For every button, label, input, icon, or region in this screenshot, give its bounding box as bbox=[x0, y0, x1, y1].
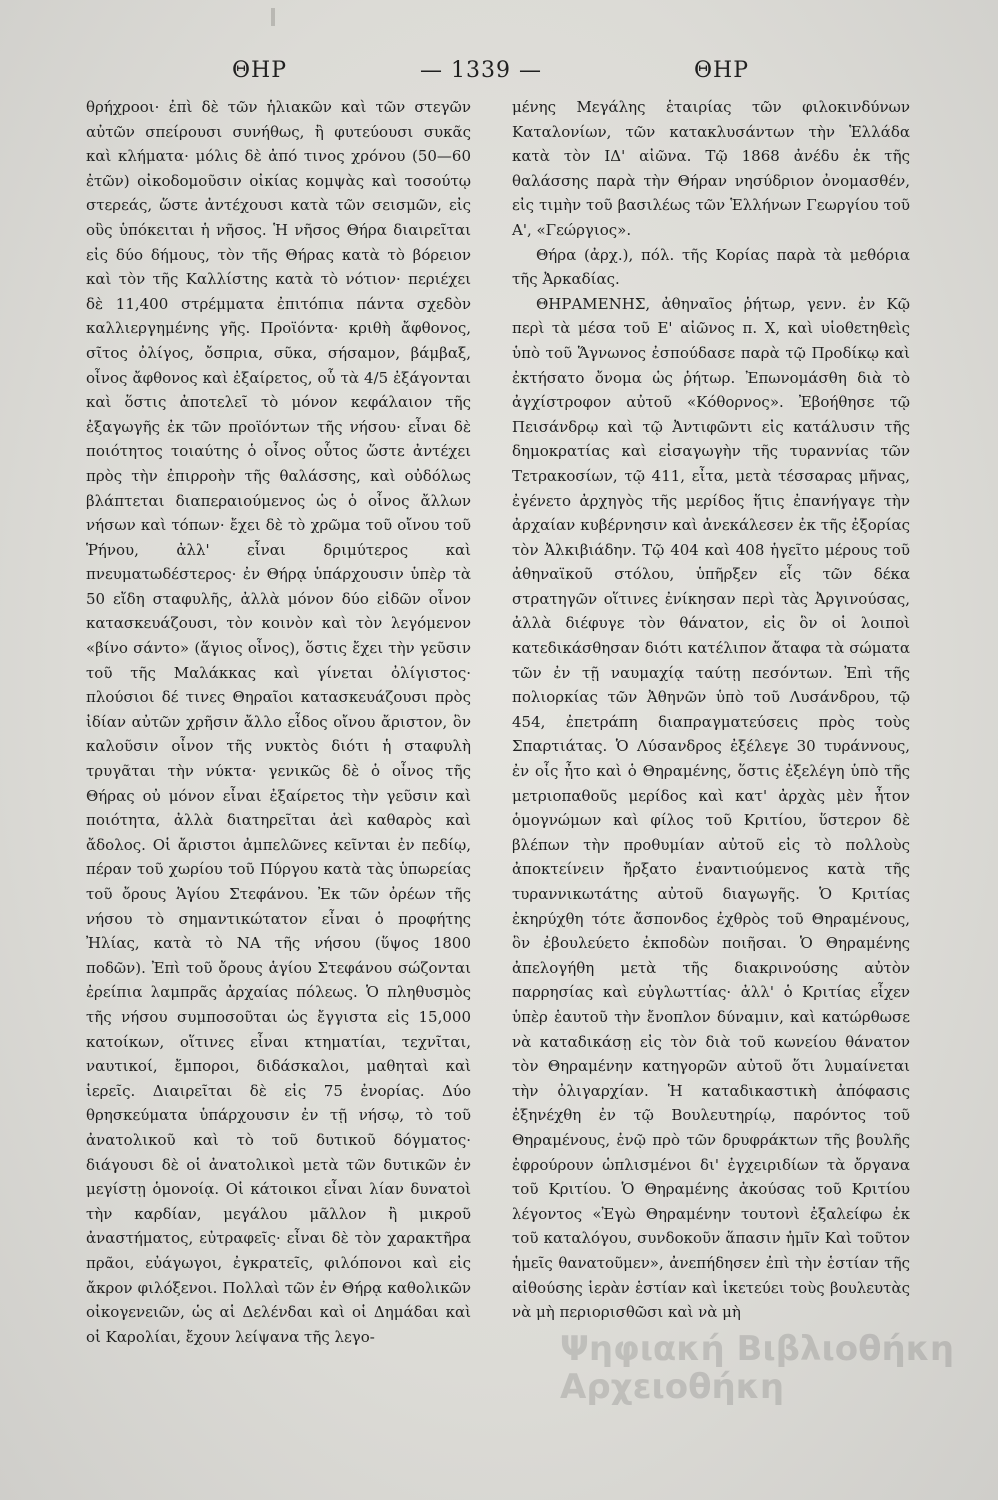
paragraph: Θήρα (ἀρχ.), πόλ. τῆς Κορίας παρὰ τὰ μεθόρια τῆς Ἀρκαδίας. bbox=[512, 245, 910, 289]
header-left: ΘΗΡ bbox=[232, 58, 288, 83]
right-column bbox=[512, 95, 910, 1325]
scan-mark bbox=[271, 8, 275, 26]
header-right: ΘΗΡ bbox=[694, 58, 750, 83]
paragraph: ΘΗΡΑΜΕΝΗΣ, ἀθηναῖος ῥήτωρ, γενν. ἐν Κῷ περὶ τὰ μέσα τοῦ Ε' αἰῶνος π. Χ, καὶ υἱοθετηθεὶς ὑπὸ τοῦ Ἅγνωνος ἐσπούδασε παρὰ τῷ Προδίκῳ καὶ ἐκτήσατο ὄνομα ὡς ῥήτωρ. Ἐπωνομάσθη διὰ τὸ ἀγχίστροφον αὐτοῦ «Κόθορνος». Ἐβοήθησε τῷ Πεισάνδρῳ καὶ τῷ Ἀντιφῶντι εἰς κατάλυσιν τῆς δημοκρατίας καὶ εἰσαγωγὴν τῆς τυραννίας τῶν Τετρακοσίων, τῷ 411, εἶτα, μετὰ τέσσαρας μῆνας, ἐγένετο ἀρχηγὸς τῆς μερίδος ἥτις ἐπανήγαγε τὴν ἀρχαίαν κυβέρνησιν καὶ ἀνεκάλεσεν ἐκ τῆς ἐξορίας τὸν Ἀλκιβιάδην. Τῷ 404 καὶ 408 ἡγεῖτο μέρους τοῦ ἀθηναϊκοῦ στόλου, ὑπῆρξεν εἷς τῶν δέκα στρατηγῶν οἵτινες ἐνίκησαν περὶ τὰς Ἀργινούσας, ἀλλὰ διέφυγε τὸν θάνατον, εἰς ὃν οἱ λοιποὶ κατεδικάσθησαν διότι κατέλιπον ἄταφα τὰ σώματα τῶν ἐν τῇ ναυμαχίᾳ ταύτῃ πεσόντων. Ἐπὶ τῆς πολιορκίας τῶν Ἀθηνῶν ὑπὸ τοῦ Λυσάνδρου, τῷ 454, ἐπετράπη διαπραγματεύσεις πρὸς τοὺς Σπαρτιάτας. Ὁ Λύσανδρος ἐξέλεγε 30 τυράννους, ἐν οἷς ἦτο καὶ ὁ Θηραμένης, ὅστις ἐξελέγη ὑπὸ τῆς μετριοπαθοῦς μερίδος καὶ κατ' ἀρχὰς μὲν ἦτον ὁμογνώμων καὶ φίλος τοῦ Κριτίου, ὕστερον δὲ βλέπων τὴν προθυμίαν αὐτοῦ εἰς τὸ πολλοὺς ἀποκτείνειν ἤρξατο ἐναντιούμενος κατὰ τῆς τυραννικωτάτης αὐτοῦ διαγωγῆς. Ὁ Κριτίας ἐκηρύχθη τότε ἄσπονδος ἐχθρὸς τοῦ Θηραμένους, ὃν ἐβουλεύετο ἐκποδὼν ποιῆσαι. Ὁ Θηραμένης ἀπελογήθη μετὰ τῆς διακρινούσης αὐτὸν παρρησίας καὶ εὐγλωττίας· ἀλλ' ὁ Κριτίας εἶχεν ὑπὲρ ἑαυτοῦ τὴν ἔνοπλον δύναμιν, καὶ κατώρθωσε νὰ καταδικάσῃ εἰς τὸν διὰ τοῦ κωνείου θάνατον τὸν Θηραμένην κατηγορῶν αὐτοῦ ὅτι λυμαίνεται τὴν ὀλιγαρχίαν. Ἡ καταδικαστικὴ ἀπόφασις ἐξηνέχθη ἐν τῷ Βουλευτηρίῳ, παρόντος τοῦ Θηραμένους, ἐνῷ πρὸ τῶν δρυφράκτων τῆς βουλῆς ἐφρούρουν ὡπλισμένοι δι' ἐγχειριδίων τὰ ὄργανα τοῦ Κριτίου. Ὁ Θηραμένης ἀκούσας τοῦ Κριτίου λέγοντος «Ἐγὼ Θηραμένην τουτονὶ ἐξαλείφω ἐκ τοῦ καταλόγου, συνδοκοῦν ἅπασιν ἡμῖν Καὶ τοῦτον ἡμεῖς θανατοῦμεν», ἀνεπήδησεν ἐπὶ τὴν ἑστίαν τῆς αἰθούσης ἱερὰν ἑστίαν καὶ ἱκετεύει τοὺς βουλευτὰς νὰ μὴ περιορισθῶσι καὶ νὰ μὴ bbox=[512, 294, 910, 1322]
paragraph: μένης Μεγάλης ἑταιρίας τῶν φιλοκινδύνων Καταλονίων, τῶν κατακλυσάντων τὴν Ἑλλάδα κατὰ τὸν ΙΔ' αἰῶνα. Τῷ 1868 ἀνέδυ ἐκ τῆς θαλάσσης παρὰ τὴν Θήραν νησύδριον ὀνομασθέν, εἰς τιμὴν τοῦ βασιλέως τῶν Ἑλλήνων Γεωργίου τοῦ Α', «Γεώργιος». bbox=[512, 98, 910, 239]
watermark-line-2: Αρχειοθήκη bbox=[560, 1367, 785, 1407]
left-column bbox=[86, 95, 471, 1349]
page-number: — 1339 — bbox=[420, 58, 542, 83]
watermark-line-1: Ψηφιακή Βιβλιοθήκη bbox=[560, 1329, 955, 1369]
watermark bbox=[560, 1330, 980, 1406]
paragraph: θρήχροοι· ἐπὶ δὲ τῶν ἡλιακῶν καὶ τῶν στεγῶν αὐτῶν σπείρουσι συνήθως, ἢ φυτεύουσι συκᾶς καὶ κλήματα· μόλις δὲ ἀπό τινος χρόνου (50—60 ἐτῶν) οἰκοδομοῦσιν οἰκίας κομψὰς καὶ τοσούτῳ στερεάς, ὥστε ἀντέχουσι κατὰ τῶν σεισμῶν, εἰς οὓς ὑπόκειται ἡ νῆσος. Ἡ νῆσος Θήρα διαιρεῖται εἰς δύο δήμους, τὸν τῆς Θήρας κατὰ τὸ βόρειον καὶ τὸν τῆς Καλλίστης κατὰ τὸ νότιον· περιέχει δὲ 11,400 στρέμματα ἐπιτόπια πάντα σχεδὸν καλλιεργημένης γῆς. Προϊόντα· κριθὴ ἄφθονος, σῖτος ὀλίγος, ὄσπρια, σῦκα, σήσαμον, βάμβαξ, οἶνος ἄφθονος καὶ ἐξαίρετος, οὗ τὰ 4/5 ἐξάγονται καὶ ὅστις ἀποτελεῖ τὸ μόνον κεφάλαιον τῆς ἐξαγωγῆς ἐκ τῶν προϊόντων τῆς νήσου· εἶναι δὲ ποιότητος τοιαύτης ὁ οἶνος οὗτος ὥστε ἀντέχει πρὸς τὴν ἐπιρροὴν τῆς θαλάσσης, καὶ οὐδόλως βλάπτεται διαπεραιούμενος ὡς ὁ οἶνος ἄλλων νήσων καὶ τόπων· ἔχει δὲ τὸ χρῶμα τοῦ οἴνου τοῦ Ῥήνου, ἀλλ' εἶναι δριμύτερος καὶ πνευματωδέστερος· ἐν Θήρᾳ ὑπάρχουσιν ὑπὲρ τὰ 50 εἴδη σταφυλῆς, ἀλλὰ μόνον δύο εἰδῶν οἶνον κατασκευάζουσι, τὸν κοινὸν καὶ τὸν λεγόμενον «βίνο σάντο» (ἅγιος οἶνος), ὅστις ἔχει τὴν γεῦσιν τοῦ τῆς Μαλάκκας καὶ γίνεται ὀλίγιστος· πλούσιοι δέ τινες Θηραῖοι κατασκευάζουσι πρὸς ἰδίαν αὐτῶν χρῆσιν ἄλλο εἶδος οἴνου ἄριστον, ὃν καλοῦσιν οἶνον τῆς νυκτὸς διότι ἡ σταφυλὴ τρυγᾶται τὴν νύκτα· γενικῶς δὲ ὁ οἶνος τῆς Θήρας οὐ μόνον εἶναι ἐξαίρετος τὴν γεῦσιν καὶ ποιότητα, ἀλλὰ διατηρεῖται ἀεὶ καθαρὸς καὶ ἄδολος. Οἱ ἄριστοι ἀμπελῶνες κεῖνται ἐν πεδίῳ, πέραν τοῦ χωρίου τοῦ Πύργου κατὰ τὰς ὑπωρείας τοῦ ὄρους Ἁγίου Στεφάνου. Ἐκ τῶν ὀρέων τῆς νήσου τὸ σημαντικώτατον εἶναι ὁ προφήτης Ἠλίας, κατὰ τὸ ΝΑ τῆς νήσου (ὕψος 1800 ποδῶν). Ἐπὶ τοῦ ὄρους ἁγίου Στεφάνου σώζονται ἐρείπια λαμπρᾶς ἀρχαίας πόλεως. Ὁ πληθυσμὸς τῆς νήσου συμποσοῦται ὡς ἔγγιστα εἰς 15,000 κατοίκων, οἵτινες εἶναι κτηματίαι, τεχνῖται, ναυτικοί, ἔμποροι, διδάσκαλοι, μαθηταὶ καὶ ἱερεῖς. Διαιρεῖται δὲ εἰς 75 ἐνορίας. Δύο θρησκεύματα ὑπάρχουσιν ἐν τῇ νήσῳ, τὸ τοῦ ἀνατολικοῦ καὶ τὸ τοῦ δυτικοῦ δόγματος· διάγουσι δὲ οἱ ἀνατολικοὶ μετὰ τῶν δυτικῶν ἐν μεγίστῃ ὁμονοίᾳ. Οἱ κάτοικοι εἶναι λίαν δυνατοὶ τὴν καρδίαν, μεγάλου μᾶλλον ἢ μικροῦ ἀναστήματος, εὐτραφεῖς· εἶναι δὲ τὸν χαρακτῆρα πρᾶοι, εὐάγωγοι, ἐγκρατεῖς, φιλόπονοι καὶ εἰς ἄκρον φιλόξενοι. Πολλαὶ τῶν ἐν Θήρᾳ καθολικῶν οἰκογενειῶν, ὡς αἱ Δελένδαι καὶ οἱ Δημάδαι καὶ οἱ Καρολίαι, ἔχουν λείψανα τῆς λεγο- bbox=[86, 98, 471, 1346]
page-header bbox=[0, 58, 998, 98]
